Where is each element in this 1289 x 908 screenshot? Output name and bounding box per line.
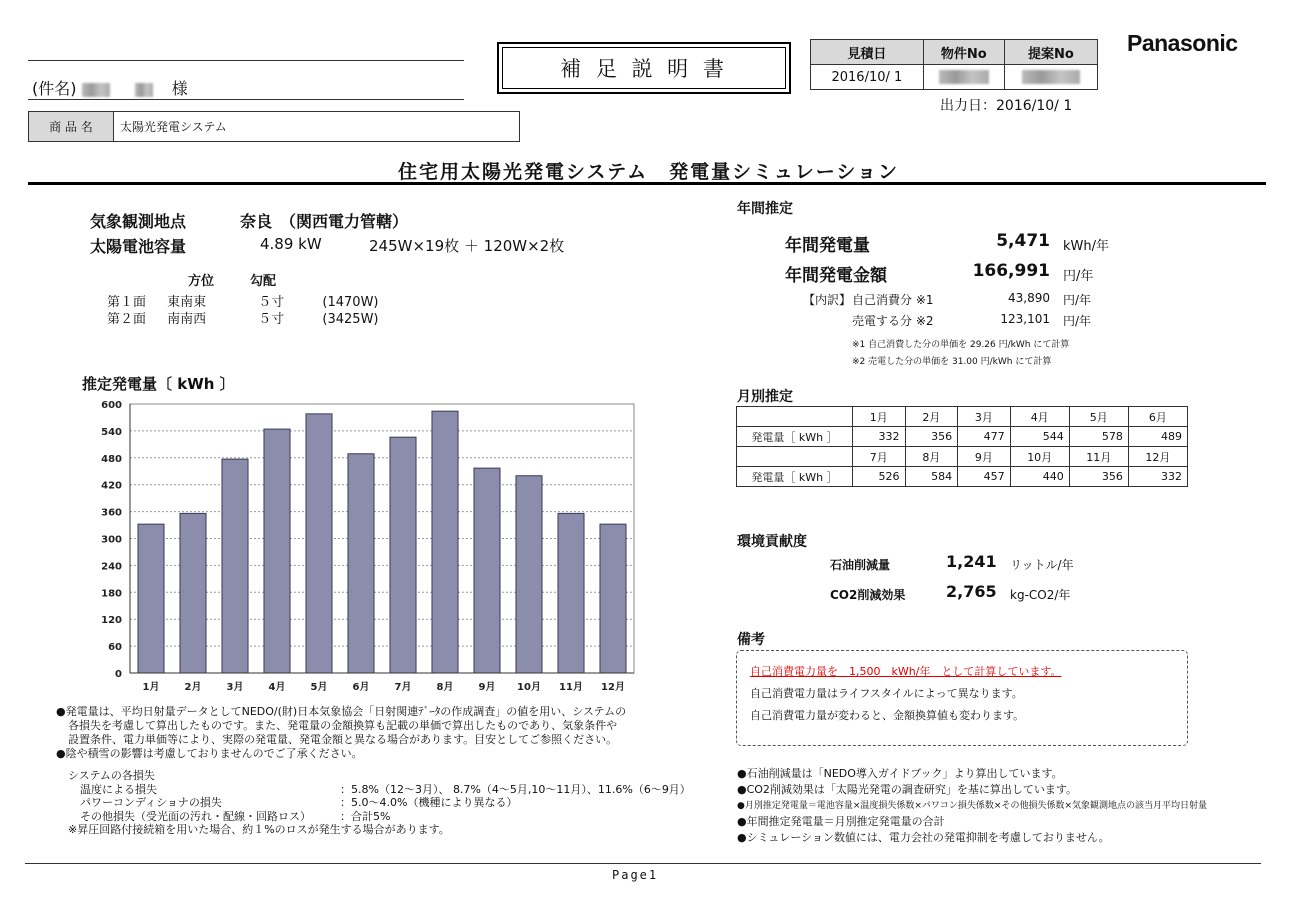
month-header: 7月 [853, 447, 906, 467]
self-consumption-value: 43,890 [1008, 291, 1050, 305]
month-value: 578 [1069, 427, 1128, 447]
annual-amount-unit: 円/年 [1063, 269, 1094, 284]
breakdown-label: 【内訳】 [803, 293, 852, 307]
face-name: 第２面 [107, 312, 147, 327]
annual-section-title: 年間推定 [737, 201, 793, 217]
month-header: 6月 [1128, 407, 1187, 427]
oil-unit: リットル/年 [1010, 558, 1074, 572]
loss2-label: パワーコンディショナの損失 [80, 796, 222, 809]
x-tick-label: 2月 [184, 682, 202, 693]
x-tick-label: 3月 [226, 682, 244, 693]
unit-price-note-1: ※1 自己消費した分の単価を 29.26 円/kWh にて計算 [852, 340, 1070, 350]
redacted-customer-name-2 [135, 83, 153, 97]
loss1-label: 温度による損失 [80, 782, 157, 796]
doc-title: 補 足 説 明 書 [560, 57, 728, 81]
row-label: 発電量［ kWh ］ [737, 467, 853, 487]
month-header: 1月 [853, 407, 906, 427]
month-value: 584 [905, 467, 958, 487]
month-value: 332 [1128, 467, 1187, 487]
redacted-proposal-no [1022, 70, 1080, 84]
sell-label: 売電する分 ※2 [852, 314, 934, 328]
case-bottom-rule [28, 99, 464, 100]
quote-meta-table [810, 39, 1098, 90]
remarks-box [736, 650, 1188, 746]
loss2-value: ：5.0～4.0%（機種により異なる） [340, 796, 518, 809]
month-value: 332 [853, 427, 906, 447]
meta-header-proposal: 提案No [1004, 40, 1097, 65]
month-value: 544 [1010, 427, 1069, 447]
month-header: 2月 [905, 407, 958, 427]
bar [348, 454, 374, 673]
title-rule [28, 182, 1266, 185]
note-monthly-formula: ●月別推定発電量＝電池容量×温度損失係数×パワコン損失係数×その他損失係数×気象観測地点の該当月平均日射量 [737, 801, 1208, 811]
note-oil: ●石油削減量は「NEDO導入ガイドブック」より算出しています。 [737, 767, 1063, 780]
case-suffix: 様 [171, 79, 188, 98]
monthly-value-row [737, 427, 1188, 447]
loss-note: ※昇圧回路付接続箱を用いた場合、約１%のロスが発生する場合があります。 [68, 823, 450, 836]
x-tick-label: 10月 [517, 682, 541, 693]
x-tick-label: 12月 [601, 682, 625, 693]
y-tick-label: 420 [101, 480, 122, 492]
oil-value: 1,241 [946, 552, 997, 571]
co2-label: CO2削減効果 [830, 588, 906, 602]
month-value: 457 [958, 467, 1011, 487]
loss-title: システムの各損失 [68, 769, 155, 782]
annual-amount-value: 166,991 [972, 261, 1050, 281]
monthly-header-row [737, 447, 1188, 467]
remark-amount: 自己消費電力量が変わると、金額換算値も変わります。 [750, 709, 1025, 722]
bar [600, 524, 626, 673]
redacted-customer-name [82, 83, 110, 97]
y-tick-label: 600 [101, 400, 122, 411]
month-header: 10月 [1010, 447, 1069, 467]
notes-right [737, 766, 1207, 846]
note-generation-1: ●発電量は、平均日射量データとしてNEDO/(財)日本気象協会「日射関連ﾃﾞｰﾀの作成調査」の値を用い、システムの [56, 705, 627, 718]
footer-rule [25, 863, 1261, 864]
page-number: Page1 [612, 868, 659, 882]
x-tick-label: 6月 [352, 682, 370, 693]
annual-gen-label: 年間発電量 [785, 236, 870, 256]
loss1-value: ：5.8%（12～3月）、 8.7%（4～5月,10～11月）、11.6%（6～9月） [340, 782, 691, 796]
output-date: 出力日：2016/10/ 1 [940, 98, 1073, 114]
month-header: 11月 [1069, 447, 1128, 467]
property-no [923, 65, 1004, 90]
meta-header-date: 見積日 [811, 40, 924, 65]
y-tick-label: 120 [101, 615, 122, 627]
bar [432, 411, 458, 673]
month-header: 5月 [1069, 407, 1128, 427]
annual-gen-unit: kWh/年 [1063, 239, 1110, 254]
face-azimuth: 南南西 [167, 312, 207, 327]
product-name: 太陽光発電システム [120, 120, 227, 134]
case-name [32, 76, 188, 99]
monthly-value-row [737, 467, 1188, 487]
y-tick-label: 0 [115, 669, 122, 680]
brand-logo: Panasonic [1127, 30, 1238, 56]
location-value: 奈良 （関西電力管轄） [240, 212, 409, 231]
redacted-property-no [939, 70, 989, 84]
y-tick-label: 300 [101, 534, 122, 546]
bar [306, 414, 332, 673]
month-header: 9月 [958, 447, 1011, 467]
remark-self-consumption: 自己消費電力量を 1,500 kWh/年 として計算しています。 [750, 665, 1062, 678]
note-generation-2: 各損失を考慮して算出したものです。また、発電量の金額換算も記載の単価で算出したものであり、気象条件や [68, 719, 618, 732]
monthly-section-title: 月別推定 [737, 389, 793, 405]
y-tick-label: 240 [101, 561, 122, 573]
chart-title: 推定発電量〔 kWh 〕 [82, 375, 235, 393]
capacity-value: 4.89 kW [260, 235, 322, 253]
face-name: 第１面 [107, 295, 147, 310]
bar [222, 459, 248, 673]
x-tick-label: 1月 [142, 682, 160, 693]
case-top-rule [28, 60, 464, 61]
month-header: 4月 [1010, 407, 1069, 427]
note-shade: ●陰や積雪の影響は考慮しておりませんのでご了承ください。 [56, 747, 363, 760]
face-2 [107, 308, 379, 327]
month-header: 8月 [905, 447, 958, 467]
row-label: 発電量［ kWh ］ [737, 427, 853, 447]
note-co2: ●CO2削減効果は「太陽光発電の調査研究」を基に算出しています。 [737, 783, 1078, 796]
main-title: 住宅用太陽光発電システム 発電量シミュレーション [398, 161, 899, 183]
self-consumption-unit: 円/年 [1063, 293, 1092, 307]
x-tick-label: 9月 [478, 682, 496, 693]
month-value: 477 [958, 427, 1011, 447]
notes-left [56, 705, 626, 761]
face-watts: (1470W) [322, 295, 379, 310]
month-header: 12月 [1128, 447, 1187, 467]
month-value: 356 [905, 427, 958, 447]
remarks-section-title: 備考 [737, 632, 765, 648]
monthly-table [736, 406, 1188, 487]
remark-lifestyle: 自己消費電力量はライフスタイルによって異なります。 [750, 687, 1023, 700]
self-consumption-label: 自己消費分 ※1 [852, 293, 934, 307]
product-label: 商 品 名 [29, 112, 114, 141]
month-value: 489 [1128, 427, 1187, 447]
y-tick-label: 360 [101, 507, 122, 519]
proposal-no [1004, 65, 1097, 90]
note-generation-3: 設置条件、電力単価等により、実際の発電量、発電金額と異なる場合があります。目安としてご参照ください。 [68, 733, 618, 746]
y-tick-label: 60 [108, 642, 122, 654]
bar [264, 429, 290, 673]
x-tick-label: 4月 [268, 682, 286, 693]
face-pitch: ５寸 [258, 312, 285, 327]
bar [516, 476, 542, 673]
capacity-config: 245W×19枚 ＋ 120W×2枚 [369, 237, 565, 255]
meta-header-property: 物件No [923, 40, 1004, 65]
bar [558, 513, 584, 673]
bar [180, 513, 206, 673]
location-label: 気象観測地点 [90, 212, 187, 231]
loss3-label: その他損失（受光面の汚れ・配線・回路ロス） [80, 809, 311, 823]
month-value: 526 [853, 467, 906, 487]
note-curtailment: ●シミュレーション数値には、電力会社の発電抑制を考慮しておりません。 [737, 831, 1110, 844]
bar [474, 468, 500, 673]
x-tick-label: 11月 [559, 682, 583, 693]
col-azimuth: 方位 [188, 274, 215, 289]
doc-title-box [497, 42, 791, 94]
annual-gen-value: 5,471 [996, 231, 1050, 251]
case-label: (件名) [32, 79, 77, 98]
co2-value: 2,765 [946, 582, 997, 601]
month-header: 3月 [958, 407, 1011, 427]
oil-label: 石油削減量 [830, 558, 891, 572]
bar [390, 437, 416, 673]
y-tick-label: 480 [101, 453, 122, 465]
face-pitch: ５寸 [258, 295, 285, 310]
loss3-value: ：合計5% [340, 809, 391, 823]
generation-bar-chart [80, 395, 650, 695]
product-row [28, 111, 520, 142]
quote-date: 2016/10/ 1 [811, 65, 924, 90]
face-watts: (3425W) [322, 312, 379, 327]
x-tick-label: 7月 [394, 682, 412, 693]
loss-section [68, 769, 728, 837]
sell-unit: 円/年 [1063, 314, 1092, 328]
face-azimuth: 東南東 [167, 295, 207, 310]
sell-value: 123,101 [1000, 312, 1050, 326]
x-tick-label: 8月 [436, 682, 454, 693]
capacity-label: 太陽電池容量 [90, 237, 187, 256]
bar [138, 524, 164, 673]
month-value: 356 [1069, 467, 1128, 487]
annual-amount-label: 年間発電金額 [785, 266, 887, 286]
environment-section-title: 環境貢献度 [737, 534, 807, 550]
y-tick-label: 540 [101, 426, 122, 438]
unit-price-note-2: ※2 売電した分の単価を 31.00 円/kWh にて計算 [852, 357, 1052, 367]
month-value: 440 [1010, 467, 1069, 487]
y-tick-label: 180 [101, 588, 122, 600]
monthly-header-row [737, 407, 1188, 427]
co2-unit: kg-CO2/年 [1010, 588, 1071, 602]
note-annual-formula: ●年間推定発電量＝月別推定発電量の合計 [737, 815, 945, 828]
col-pitch: 勾配 [250, 274, 277, 289]
x-tick-label: 5月 [310, 682, 328, 693]
